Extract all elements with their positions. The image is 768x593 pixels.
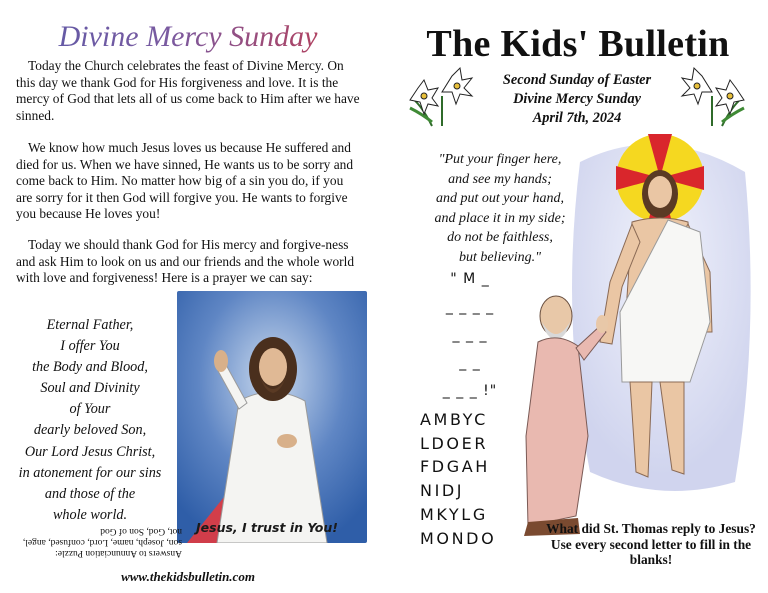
blank-line: _ _ xyxy=(459,355,481,371)
quote-line: and put out your hand, xyxy=(436,191,564,206)
prayer-line: whole world. xyxy=(52,506,128,523)
bulletin-subtitle xyxy=(470,71,684,128)
letter-row: FDGAH xyxy=(420,457,490,477)
letter-row: MKYLG xyxy=(420,504,488,524)
subtitle-line: Second Sunday of Easter xyxy=(502,72,652,88)
subtitle-line: Divine Mercy Sunday xyxy=(513,91,641,107)
prayer-line: dearly beloved Son, xyxy=(33,422,147,439)
letter-row: NIDJ xyxy=(420,481,465,501)
paragraph-2: We know how much Jesus loves us because He suffered and died for us. When we have sinned, He wants us to be sorry and come back to Him. No matter how big of a sin you do, if you are sorry for it then God will forgive you. He wants to forgive you because He loves you! xyxy=(16,140,354,222)
blank-line: _ _ _ xyxy=(452,327,488,343)
prayer-line: in atonement for our sins xyxy=(18,464,162,481)
prayer-line: the Body and Blood, xyxy=(32,359,148,376)
quote-line: "Put your finger here, xyxy=(438,152,562,167)
prayer-line: Soul and Divinity xyxy=(40,380,140,397)
answers-upside-down xyxy=(14,525,182,558)
divine-mercy-caption: Jesus, I trust in You! xyxy=(196,520,338,535)
answers-line: not, God, Son of God xyxy=(100,526,182,536)
puzzle-letters xyxy=(420,408,496,550)
paragraph-3: Today we should thank God for His mercy and forgive-ness and ask Him to look on us and our friends and the whole world with love and forgiveness! Here is a prayer we can say: xyxy=(16,237,355,286)
puzzle-instructions: What did St. Thomas reply to Jesus? Use every second letter to fill in the blanks! xyxy=(546,521,756,568)
quote-line: do not be faithless, xyxy=(447,230,553,245)
prayer-line: Eternal Father, xyxy=(46,317,134,333)
prayer xyxy=(6,315,174,526)
quote-line: but believing." xyxy=(458,249,542,265)
letter-row: AMBYC xyxy=(420,410,488,429)
left-page-title: Divine Mercy Sunday xyxy=(0,20,376,54)
letter-row: MONDO xyxy=(420,528,497,548)
prayer-line: and those of the xyxy=(44,485,136,502)
prayer-line: of Your xyxy=(69,401,111,418)
puzzle-blanks xyxy=(410,265,530,405)
paragraph-1: Today the Church celebrates the feast of Divine Mercy. On this day we thank God for His forgiveness and love. It is the mercy of God that lets all of us come back to Him after we have sinned. xyxy=(16,58,360,123)
bulletin-title: The Kids' Bulletin xyxy=(426,23,730,65)
st-thomas-illustration xyxy=(518,286,610,538)
blank-line: _ _ _ _ xyxy=(445,299,495,315)
answers-line: son, Joseph, name, Lord, confused, angel, xyxy=(22,537,182,547)
answers-line: Answers to Annunciation Puzzle: xyxy=(55,548,182,558)
letter-row: LDOER xyxy=(420,433,489,453)
lily-icon xyxy=(672,66,752,128)
prayer-line: I offer You xyxy=(60,338,120,355)
blank-line: _ _ _ !" xyxy=(442,383,498,399)
quote-line: and place it in my side; xyxy=(434,210,566,226)
divine-mercy-illustration xyxy=(177,291,367,543)
blank-line: " M _ xyxy=(450,271,490,287)
quote-line: and see my hands; xyxy=(448,171,552,187)
subtitle-line: April 7th, 2024 xyxy=(532,110,622,126)
prayer-line: Our Lord Jesus Christ, xyxy=(24,443,156,460)
website-link[interactable]: www.thekidsbulletin.com xyxy=(121,569,255,584)
